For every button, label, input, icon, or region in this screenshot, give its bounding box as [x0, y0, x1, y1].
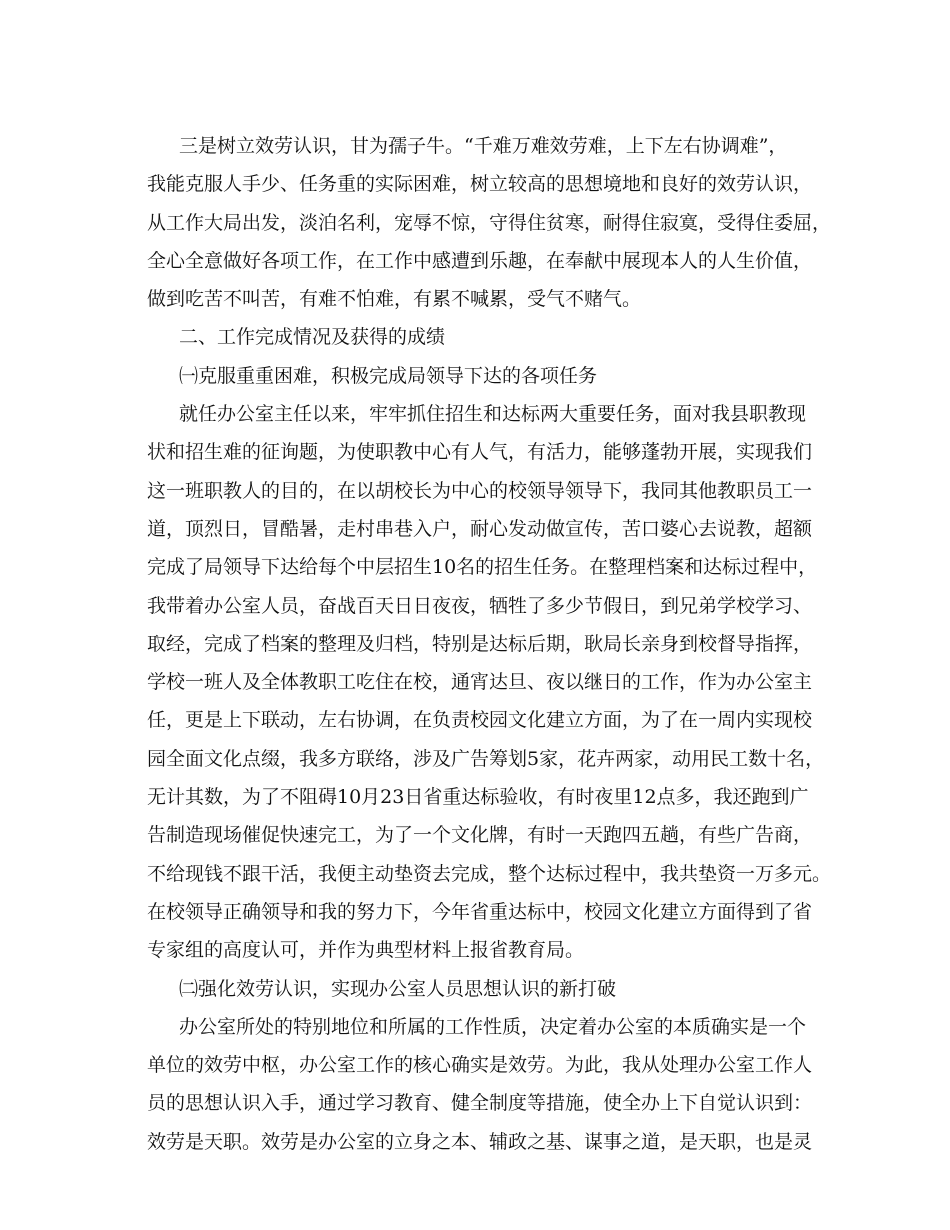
text-line: 状和招生难的征询题，为使职教中心有人气，有活力，能够蓬勃开展，实现我们: [147, 441, 813, 464]
text-line: 员的思想认识入手，通过学习教育、健全制度等措施，使全办上下自觉认识到：: [147, 1092, 813, 1115]
text-line: 我能克服人手少、任务重的实际困难，树立较高的思想境地和良好的效劳认识，: [147, 173, 813, 196]
text-line: 取经，完成了档案的整理及归档，特别是达标后期，耿局长亲身到校督导指挥，: [147, 632, 813, 655]
text-line: 任，更是上下联动，左右协调，在负责校园文化建立方面，为了在一周内实现校: [147, 709, 813, 732]
text-line: 园全面文化点缀，我多方联络，涉及广告筹划5家，花卉两家，动用民工数十名，: [147, 747, 825, 770]
text-line: 道，顶烈日，冒酷暑，走村串巷入户，耐心发动做宣传，苦口婆心去说教，超额: [147, 517, 813, 540]
text-line: 不给现钱不跟干活，我便主动垫资去完成，整个达标过程中，我共垫资一万多元。: [147, 862, 832, 885]
text-line: 学校一班人及全体教职工吃住在校，通宵达旦、夜以继日的工作，作为办公室主: [147, 671, 813, 694]
text-line: 三是树立效劳认识，甘为孺子牛。“千难万难效劳难，上下左右协调难”，: [179, 135, 788, 157]
text-line: 办公室所处的特别地位和所属的工作性质，决定着办公室的本质确实是一个: [179, 1015, 807, 1038]
text-line: 无计其数，为了不阻碍10月23日省重达标验收，有时夜里12点多，我还跑到广: [147, 786, 809, 809]
text-line: 在校领导正确领导和我的努力下，今年省重达标中，校园文化建立方面得到了省: [147, 900, 813, 923]
text-line: 从工作大局出发，淡泊名利，宠辱不惊，守得住贫寒，耐得住寂寞，受得住委屈，: [147, 211, 832, 234]
text-line: 单位的效劳中枢，办公室工作的核心确实是效劳。为此，我从处理办公室工作人: [147, 1054, 813, 1077]
text-line: 完成了局领导下达给每个中层招生10名的招生任务。在整理档案和达标过程中，: [147, 556, 818, 579]
text-line: 专家组的高度认可，并作为典型材料上报省教育局。: [147, 939, 585, 962]
document-body: [147, 127, 832, 1161]
text-line: 二、工作完成情况及获得的成绩: [179, 326, 446, 349]
text-line: 做到吃苦不叫苦，有难不怕难，有累不喊累，受气不赌气。: [147, 288, 642, 311]
text-line: 这一班职教人的目的，在以胡校长为中心的校领导领导下，我同其他教职员工一: [147, 479, 813, 502]
text-line: ㈠克服重重困难，积极完成局领导下达的各项任务: [179, 364, 598, 387]
text-line: ㈡强化效劳认识，实现办公室人员思想认识的新打破: [179, 977, 617, 1000]
text-line: 告制造现场催促快速完工，为了一个文化牌，有时一天跑四五趟，有些广告商，: [147, 824, 813, 847]
text-line: 全心全意做好各项工作，在工作中感遭到乐趣，在奉献中展现本人的人生价值，: [147, 249, 813, 272]
text-line: 就任办公室主任以来，牢牢抓住招生和达标两大重要任务，面对我县职教现: [179, 403, 807, 426]
text-line: 我带着办公室人员，奋战百天日日夜夜，牺牲了多少节假日，到兄弟学校学习、: [147, 594, 813, 617]
text-line: 效劳是天职。效劳是办公室的立身之本、辅政之基、谋事之道，是天职，也是灵: [147, 1130, 813, 1153]
